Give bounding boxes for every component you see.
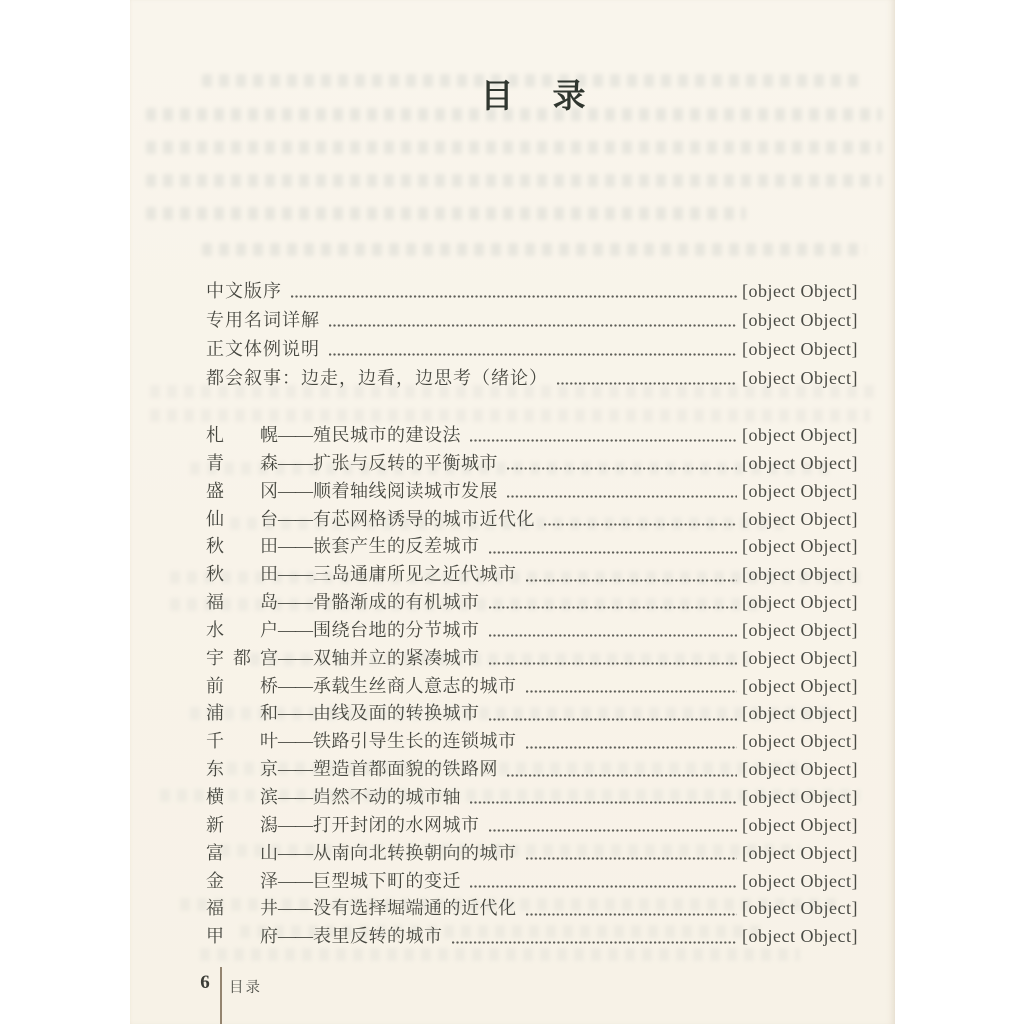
- toc-entry-city-name: 秋 田: [206, 536, 278, 557]
- toc-entry-dash: ——: [278, 592, 312, 613]
- toc-entry: [206, 561, 858, 589]
- folio-page-number: 6: [200, 972, 210, 993]
- toc-entry-dash: ——: [278, 926, 312, 947]
- toc-entry: [206, 728, 858, 756]
- dot-leader: [291, 295, 737, 298]
- toc-entry-dash: ——: [278, 508, 312, 529]
- book-page: [130, 0, 895, 1024]
- toc-entry-subtitle: 塑造首都面貌的铁路网: [313, 759, 498, 780]
- toc-entry: [206, 784, 858, 812]
- toc-entry: [206, 673, 858, 701]
- dot-leader: [489, 662, 738, 665]
- toc-entry-page-number: [object Object]: [742, 870, 858, 891]
- toc-entry-page-number: [object Object]: [742, 786, 858, 807]
- toc-entry-page-number: [object Object]: [742, 842, 858, 863]
- toc-entry-label: 正文体例说明: [206, 339, 320, 359]
- toc-entry-city-name: 金 泽: [206, 870, 278, 891]
- toc-entry-subtitle: 殖民城市的建设法: [313, 425, 461, 445]
- toc-entry-city-name: 宇都宫: [206, 647, 278, 668]
- toc-entry-subtitle: 扩张与反转的平衡城市: [313, 452, 498, 473]
- toc-entry-dash: ——: [278, 647, 312, 668]
- toc-entry-dash: ——: [278, 759, 312, 780]
- toc-entry: [206, 589, 858, 617]
- toc-entry-page-number: [object Object]: [742, 564, 858, 585]
- toc-entry: [206, 923, 858, 951]
- toc-entry-page-number: [object Object]: [742, 592, 858, 613]
- toc-entry: [206, 756, 858, 784]
- toc-entry-dash: ——: [278, 898, 312, 919]
- toc-entry-page-number: [object Object]: [742, 703, 858, 724]
- toc-entry-page-number: [object Object]: [742, 647, 858, 668]
- toc-entry: [206, 645, 858, 673]
- toc-entry-dash: ——: [278, 675, 312, 696]
- toc-entry-page-number: [object Object]: [742, 310, 858, 330]
- toc-entry-subtitle: 有芯网格诱导的城市近代化: [313, 508, 535, 529]
- dot-leader: [329, 353, 737, 356]
- toc-entry: [206, 450, 858, 478]
- toc-entry-subtitle: 三岛通庸所见之近代城市: [313, 564, 517, 585]
- toc-entry-city-name: 仙 台: [206, 508, 278, 529]
- toc-entry-city-name: 横 滨: [206, 786, 278, 807]
- dot-leader: [507, 467, 737, 470]
- toc-entry-dash: ——: [278, 480, 312, 501]
- toc-entry-subtitle: 岿然不动的城市轴: [313, 786, 461, 807]
- toc-entry-page-number: [object Object]: [742, 480, 858, 501]
- toc-entry: [206, 277, 858, 306]
- toc-entry-subtitle: 巨型城下町的变迁: [313, 870, 461, 891]
- toc-entry-city-name: 秋 田: [206, 564, 278, 585]
- dot-leader: [329, 324, 737, 327]
- toc-entry-subtitle: 顺着轴线阅读城市发展: [313, 480, 498, 501]
- toc-entry-label: 专用名词详解: [206, 310, 320, 330]
- toc-entry-dash: ——: [278, 814, 312, 835]
- toc-entry-city-name: 水 户: [206, 619, 278, 640]
- toc-entry: [206, 840, 858, 868]
- dot-leader: [526, 579, 738, 582]
- toc-entry: [206, 868, 858, 896]
- toc-entry-city-name: 前 桥: [206, 675, 278, 696]
- dot-leader: [489, 606, 738, 609]
- dot-leader: [489, 551, 738, 554]
- toc-entry-city-name: 青 森: [206, 452, 278, 473]
- dot-leader: [470, 439, 737, 442]
- toc-entry-subtitle: 骨骼渐成的有机城市: [313, 592, 480, 613]
- toc-entry-page-number: [object Object]: [742, 814, 858, 835]
- toc-entry-page-number: [object Object]: [742, 759, 858, 780]
- bleed-through-line: [146, 207, 746, 220]
- toc-entry-subtitle: 表里反转的城市: [313, 926, 443, 947]
- toc-entry-label: 都会叙事：边走，边看，边思考（绪论）: [206, 368, 548, 388]
- toc-entry-city-name: 甲 府: [206, 926, 278, 947]
- toc-entry-subtitle: 没有选择堀端通的近代化: [313, 898, 517, 919]
- toc-entry-city-name: 盛 冈: [206, 480, 278, 501]
- toc-chapters: [206, 422, 858, 951]
- dot-leader: [489, 718, 738, 721]
- dot-leader: [470, 801, 737, 804]
- bleed-through-line: [202, 243, 866, 256]
- page-title: 目 录: [480, 79, 589, 115]
- toc-entry-subtitle: 由线及面的转换城市: [313, 703, 480, 724]
- toc-entry-page-number: [object Object]: [742, 452, 858, 473]
- toc-entry-dash: ——: [278, 452, 312, 473]
- dot-leader: [489, 634, 738, 637]
- dot-leader: [452, 941, 738, 944]
- toc-entry: [206, 364, 858, 393]
- toc-entry-subtitle: 从南向北转换朝向的城市: [313, 842, 517, 863]
- toc-entry-page-number: [object Object]: [742, 619, 858, 640]
- dot-leader: [544, 523, 737, 526]
- dot-leader: [526, 690, 738, 693]
- toc-entry: [206, 506, 858, 534]
- toc-entry-city-name: 札 幌: [206, 425, 278, 445]
- toc-entry-subtitle: 铁路引导生长的连锁城市: [313, 731, 517, 752]
- toc-entry-page-number: [object Object]: [742, 281, 858, 301]
- toc-entry: [206, 617, 858, 645]
- toc-entry-page-number: [object Object]: [742, 536, 858, 557]
- toc-entry-page-number: [object Object]: [742, 368, 858, 388]
- running-title: 目录: [229, 980, 262, 996]
- toc-entry-dash: ——: [278, 842, 312, 863]
- toc-entry-subtitle: 围绕台地的分节城市: [313, 619, 480, 640]
- toc-entry-subtitle: 嵌套产生的反差城市: [313, 536, 480, 557]
- toc-entry-subtitle: 打开封闭的水网城市: [313, 814, 480, 835]
- dot-leader: [489, 829, 738, 832]
- dot-leader: [526, 857, 738, 860]
- toc-entry-city-name: 新 潟: [206, 814, 278, 835]
- toc-entry-dash: ——: [278, 619, 312, 640]
- toc-entry-city-name: 东 京: [206, 759, 278, 780]
- toc-entry: [206, 533, 858, 561]
- toc-entry-page-number: [object Object]: [742, 508, 858, 529]
- toc-entry: [206, 422, 858, 450]
- toc-entry-dash: ——: [278, 564, 312, 585]
- footer-divider-line: [220, 967, 222, 1024]
- toc-entry: [206, 306, 858, 335]
- toc-entry-dash: ——: [278, 703, 312, 724]
- dot-leader: [526, 913, 738, 916]
- toc-front-matter: [206, 277, 858, 393]
- toc-entry: [206, 335, 858, 364]
- toc-entry: [206, 812, 858, 840]
- toc-entry-page-number: [object Object]: [742, 675, 858, 696]
- toc-entry-subtitle: 承载生丝商人意志的城市: [313, 675, 517, 696]
- toc-entry-subtitle: 双轴并立的紧凑城市: [313, 647, 480, 668]
- toc-entry-label: 中文版序: [206, 281, 282, 301]
- toc-entry-city-name: 福 岛: [206, 592, 278, 613]
- toc-entry-page-number: [object Object]: [742, 339, 858, 359]
- dot-leader: [470, 885, 737, 888]
- toc-entry-dash: ——: [278, 425, 312, 445]
- toc-entry-city-name: 富 山: [206, 842, 278, 863]
- toc-entry-page-number: [object Object]: [742, 425, 858, 445]
- bleed-through-line: [150, 409, 870, 422]
- toc-entry-dash: ——: [278, 536, 312, 557]
- bleed-through-line: [146, 141, 882, 154]
- dot-leader: [526, 746, 738, 749]
- toc-entry-page-number: [object Object]: [742, 731, 858, 752]
- bleed-through-line: [146, 174, 882, 187]
- dot-leader: [507, 774, 737, 777]
- toc-entry-city-name: 福 井: [206, 898, 278, 919]
- toc-entry: [206, 700, 858, 728]
- toc-entry-dash: ——: [278, 731, 312, 752]
- dot-leader: [557, 382, 737, 385]
- dot-leader: [507, 495, 737, 498]
- toc-entry-city-name: 浦 和: [206, 703, 278, 724]
- toc-entry-page-number: [object Object]: [742, 898, 858, 919]
- toc-entry: [206, 895, 858, 923]
- toc-entry-city-name: 千 叶: [206, 731, 278, 752]
- toc-entry-page-number: [object Object]: [742, 926, 858, 947]
- toc-entry-dash: ——: [278, 870, 312, 891]
- toc-entry: [206, 478, 858, 506]
- toc-entry-dash: ——: [278, 786, 312, 807]
